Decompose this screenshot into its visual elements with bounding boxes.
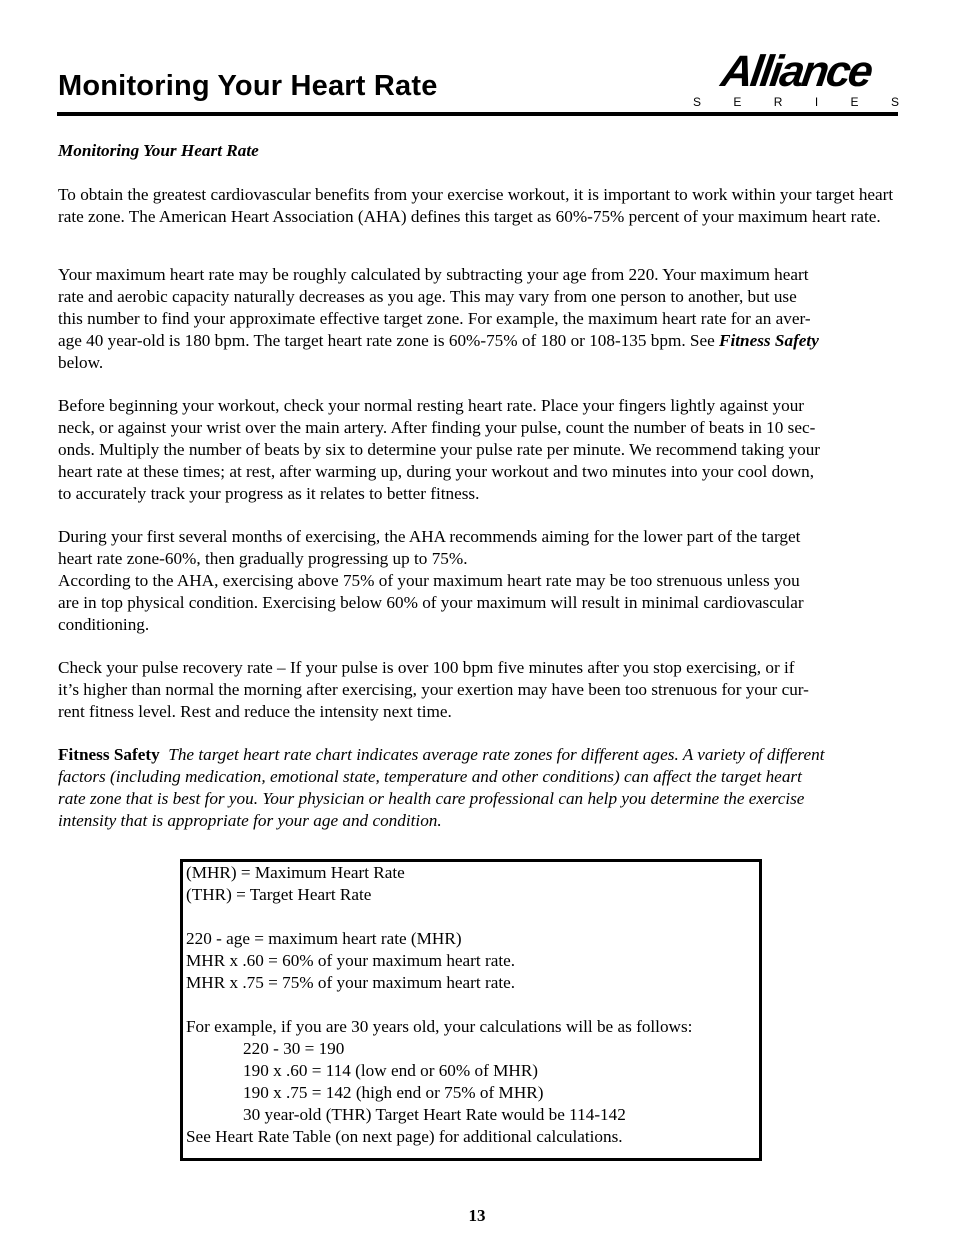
logo-series-letter: E	[850, 95, 859, 109]
spacer	[186, 906, 756, 928]
alliance-series-logo	[693, 47, 899, 112]
text-line: According to the AHA, exercising above 75% of your maximum heart rate may be too strenuous unless you	[58, 571, 800, 590]
text-line: to accurately track your progress as it relates to better fitness.	[58, 484, 480, 503]
logo-series-letter: I	[814, 95, 819, 109]
text-line: this number to find your approximate effective target zone. For example, the maximum heart rate for an aver-	[58, 309, 811, 328]
formula-line: See Heart Rate Table (on next page) for additional calculations.	[186, 1127, 623, 1146]
fitness-safety-label: Fitness Safety	[58, 745, 160, 764]
formula-line: (MHR) = Maximum Heart Rate	[186, 863, 405, 882]
text-line	[58, 330, 900, 352]
formula-line: (THR) = Target Heart Rate	[186, 885, 372, 904]
formula-line: For example, if you are 30 years old, your calculations will be as follows:	[186, 1017, 693, 1036]
text-line: intensity that is appropriate for your age and condition.	[58, 811, 442, 830]
paragraph-fitness-safety	[58, 744, 900, 832]
paragraph-resting-heart-rate	[58, 395, 900, 505]
text-line: heart rate at these times; at rest, after warming up, during your workout and two minutes into your cool down,	[58, 462, 815, 481]
logo-series-letter: E	[733, 95, 742, 109]
text-line: heart rate zone-60%, then gradually progressing up to 75%.	[58, 549, 468, 568]
example-step: 220 - 30 = 190	[243, 1039, 345, 1058]
logo-wordmark: Alliance	[718, 47, 874, 96]
text-line: rate zone that is best for you. Your physician or health care professional can help you determine the exercise	[58, 789, 805, 808]
heart-rate-formula-box	[180, 859, 762, 1161]
formula-line: MHR x .60 = 60% of your maximum heart rate.	[186, 951, 516, 970]
page-number: 13	[468, 1206, 486, 1225]
example-step: 30 year-old (THR) Target Heart Rate would be 114-142	[243, 1105, 626, 1124]
text-line: factors (including medication, emotional state, temperature and other conditions) can affect the target heart	[58, 767, 802, 786]
paragraph-max-heart-rate	[58, 264, 900, 374]
example-step: 190 x .75 = 142 (high end or 75% of MHR)	[243, 1083, 544, 1102]
text-line	[58, 744, 900, 766]
logo-series-letter: S	[890, 95, 899, 109]
formula-line: MHR x .75 = 75% of your maximum heart rate.	[186, 973, 516, 992]
logo-series-letter: S	[693, 95, 702, 109]
formula-line: 220 - age = maximum heart rate (MHR)	[186, 929, 462, 948]
logo-series-text	[693, 95, 899, 109]
text-line: During your first several months of exercising, the AHA recommends aiming for the lower part of the target	[58, 527, 801, 546]
text-line: below.	[58, 353, 104, 372]
spacer	[186, 994, 756, 1016]
text-line: conditioning.	[58, 615, 150, 634]
paragraph-aha-recommendation	[58, 526, 900, 636]
text-line: Check your pulse recovery rate – If your pulse is over 100 bpm five minutes after you stop exercising, or if	[58, 658, 795, 677]
example-step: 190 x .60 = 114 (low end or 60% of MHR)	[243, 1061, 539, 1080]
formula-box-content	[186, 862, 756, 1148]
text-line: neck, or against your wrist over the main artery. After finding your pulse, count the number of beats in 10 sec-	[58, 418, 816, 437]
text-line: rate and aerobic capacity naturally decreases as you age. This may vary from one person to another, but use	[58, 287, 797, 306]
text-line: Before beginning your workout, check your normal resting heart rate. Place your fingers lightly against your	[58, 396, 805, 415]
text-run: age 40 year-old is 180 bpm. The target heart rate zone is 60%-75% of 180 or 108-135 bpm. See	[58, 331, 720, 350]
text-line: onds. Multiply the number of beats by six to determine your pulse rate per minute. We recommend taking your	[58, 440, 821, 459]
header-divider	[57, 112, 898, 116]
text-line: rent fitness level. Rest and reduce the intensity next time.	[58, 702, 452, 721]
text-line: it’s higher than normal the morning after exercising, your exertion may have been too strenuous for your cur-	[58, 680, 809, 699]
paragraph-pulse-recovery	[58, 657, 900, 723]
page-title: Monitoring Your Heart Rate	[58, 70, 438, 102]
fitness-safety-reference: Fitness Safety	[719, 331, 819, 350]
logo-series-letter: R	[773, 95, 783, 109]
section-subheading: Monitoring Your Heart Rate	[58, 141, 259, 160]
text-run: The target heart rate chart indicates average rate zones for different ages. A variety of different	[168, 745, 825, 764]
paragraph-target-zone: To obtain the greatest cardiovascular benefits from your exercise workout, it is important to work within your target heart rate zone. The American Heart Association (AHA) defines this target as 60%-75% percent of your maximum heart rate.	[58, 185, 894, 226]
text-line: are in top physical condition. Exercising below 60% of your maximum will result in minimal cardiovascular	[58, 593, 804, 612]
text-line: Your maximum heart rate may be roughly calculated by subtracting your age from 220. Your maximum heart	[58, 265, 809, 284]
